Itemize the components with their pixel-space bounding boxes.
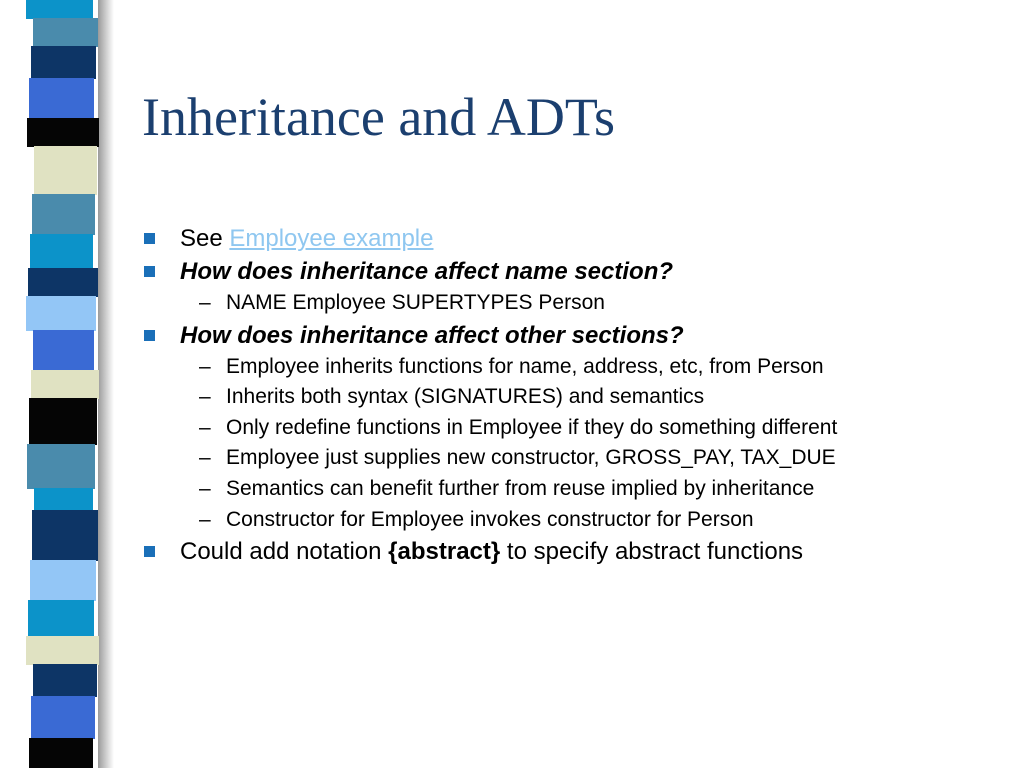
stripe-segment	[30, 234, 93, 269]
sub-bullet-item	[142, 443, 1002, 474]
dash-icon: –	[199, 291, 211, 314]
bullet-text-suffix: to specify abstract functions	[506, 538, 804, 566]
stripe-segment	[27, 118, 99, 147]
bullet-item	[142, 255, 1002, 288]
stripe-segment	[29, 398, 97, 445]
dash-icon: –	[199, 385, 211, 409]
stripe-segment	[26, 296, 96, 331]
stripe-segment	[30, 560, 96, 601]
employee-example-link[interactable]: Employee example	[229, 225, 434, 252]
sub-bullet-text: Employee just supplies new constructor, GROSS_PAY, TAX_DUE	[226, 446, 836, 470]
square-bullet-icon	[144, 233, 155, 244]
dash-icon: –	[199, 354, 211, 378]
stripe-segment	[34, 488, 93, 511]
bullet-text: How does inheritance affect other sections?	[180, 321, 684, 349]
sub-bullet-text: Employee inherits functions for name, address, etc, from Person	[226, 354, 824, 378]
dash-icon: –	[199, 476, 211, 500]
sub-bullet-item	[142, 352, 1002, 383]
stripe-segment	[32, 194, 95, 235]
decorative-stripe-band	[0, 0, 120, 768]
sub-bullet-text: NAME Employee SUPERTYPES Person	[226, 291, 605, 314]
bullet-text: How does inheritance affect name section?	[180, 258, 674, 285]
stripe-segment	[32, 510, 98, 561]
sub-bullet-item	[142, 288, 1002, 319]
stripe-segment	[29, 78, 94, 119]
square-bullet-icon	[144, 546, 155, 557]
stripe-segment	[29, 738, 93, 768]
bullet-text: See	[180, 225, 223, 252]
stripe-shadow	[98, 0, 114, 768]
square-bullet-icon	[144, 266, 155, 277]
sub-bullet-text: Semantics can benefit further from reuse implied by inheritance	[226, 476, 815, 500]
stripe-segment	[33, 18, 98, 47]
stripe-segment	[31, 46, 96, 79]
stripe-segment	[33, 330, 94, 371]
square-bullet-icon	[144, 330, 155, 341]
stripe-segment	[31, 370, 99, 399]
dash-icon: –	[199, 415, 211, 439]
dash-icon: –	[199, 446, 211, 470]
sub-bullet-text: Only redefine functions in Employee if they do something different	[226, 415, 838, 439]
stripe-segment	[26, 0, 93, 19]
sub-bullet-item	[142, 474, 1002, 505]
stripe-segment	[28, 600, 94, 637]
bullet-item	[142, 222, 1002, 255]
stripe-segment	[34, 146, 97, 195]
bullet-text: Could add notation	[180, 538, 382, 566]
stripe-segment	[28, 268, 98, 297]
sub-bullet-item	[142, 505, 1002, 536]
stripe-column	[0, 0, 100, 768]
bullet-item	[142, 319, 1002, 352]
sub-bullet-text: Constructor for Employee invokes constructor for Person	[226, 507, 754, 531]
bullet-item	[142, 535, 1002, 568]
dash-icon: –	[199, 507, 211, 531]
sub-bullet-item	[142, 413, 1002, 444]
stripe-segment	[26, 636, 99, 665]
sub-bullet-text: Inherits both syntax (SIGNATURES) and semantics	[226, 385, 705, 409]
stripe-segment	[33, 664, 97, 697]
abstract-notation: {abstract}	[388, 538, 501, 566]
stripe-segment	[27, 444, 95, 489]
slide-body	[142, 222, 1002, 568]
sub-bullet-item	[142, 382, 1002, 413]
slide-title: Inheritance and ADTs	[142, 87, 616, 147]
stripe-segment	[31, 696, 95, 739]
